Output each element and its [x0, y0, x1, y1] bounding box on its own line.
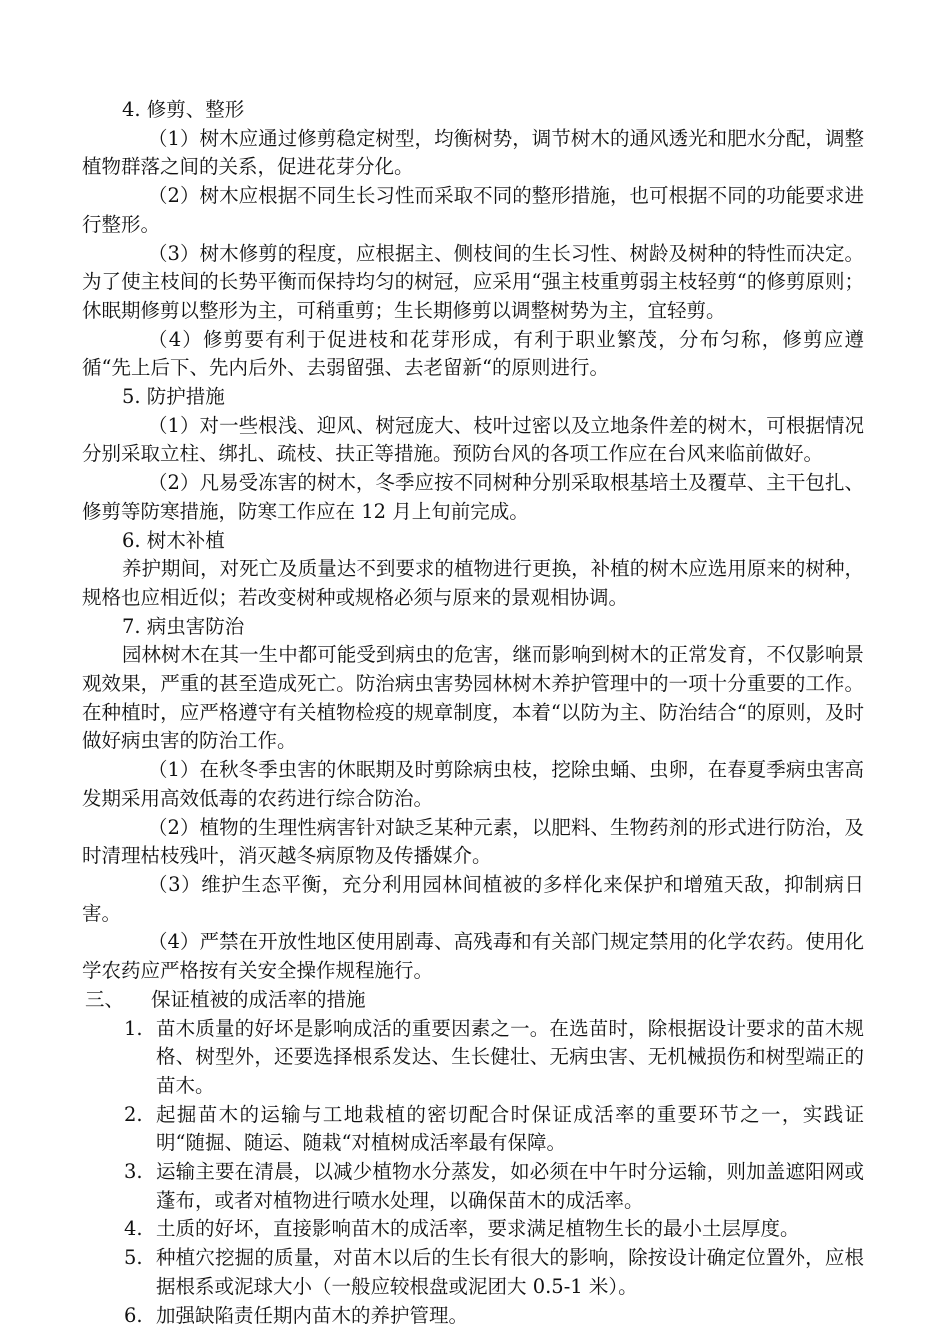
list-item-number: 3.: [124, 1160, 143, 1184]
list-item-number: 5.: [124, 1246, 143, 1270]
section-7-intro: 园林树木在其一生中都可能受到病虫的危害，继而影响到树木的正常发育，不仅影响景观效果，严重的甚至造成死亡。防治病虫害势园林树木养护管理中的一项十分重要的工作。在种植时，应严格遵守有关植物检疫的规章制度，本着“以防为主、防治结合“的原则，及时做好病虫害的防治工作。: [82, 643, 864, 753]
section-5-paragraph: （1）对一些根浅、迎风、树冠庞大、枝叶过密以及立地条件差的树木，可根据情况分别采取立柱、绑扎、疏枝、扶正等措施。预防台风的各项工作应在台风来临前做好。: [82, 413, 864, 466]
section-4-paragraph: （2）树木应根据不同生长习性而采取不同的整形措施，也可根据不同的功能要求进行整形。: [82, 184, 864, 236]
section-4-paragraph: （3）树木修剪的程度，应根据主、侧枝间的生长习性、树龄及树种的特性而决定。为了使主枝间的长势平衡而保持均匀的树冠，应采用“强主枝重剪弱主枝轻剪“的修剪原则；休眠期修剪以整形为主，可稍重剪；生长期修剪以调整树势为主，宜轻剪。: [82, 241, 864, 322]
list-item: [82, 1244, 864, 1301]
section-6-heading: 6. 树木补植: [122, 528, 225, 552]
section-7-heading: 7. 病虫害防治: [122, 614, 245, 638]
measures-list: [82, 1015, 864, 1331]
list-item: [82, 1101, 864, 1158]
list-item: [82, 1302, 864, 1331]
section-6-paragraph: 养护期间，对死亡及质量达不到要求的植物进行更换，补植的树木应选用原来的树种，规格也应相近似；若改变树种或规格必须与原来的景观相协调。: [82, 557, 864, 609]
section-7-paragraph: （2）植物的生理性病害针对缺乏某种元素，以肥料、生物药剂的形式进行防治，及时清理枯枝残叶，消灭越冬病原物及传播媒介。: [82, 815, 864, 868]
chapter-3-heading: [82, 986, 864, 1015]
list-item-text: 起掘苗木的运输与工地栽植的密切配合时保证成活率的重要环节之一，实践证明“随掘、随运、随栽“对植树成活率最有保障。: [156, 1102, 864, 1155]
section-7-paragraph: （4）严禁在开放性地区使用剧毒、高残毒和有关部门规定禁用的化学农药。使用化学农药应严格按有关安全操作规程施行。: [82, 930, 864, 983]
chapter-3-title: 保证植被的成活率的措施: [151, 987, 366, 1011]
section-4-paragraph: （4）修剪要有利于促进枝和花芽形成，有利于职业繁茂，分布匀称，修剪应遵循“先上后下、先内后外、去弱留强、去老留新“的原则进行。: [82, 327, 864, 380]
section-7-paragraph: （1）在秋冬季虫害的休眠期及时剪除病虫枝，挖除虫蛹、虫卵，在春夏季病虫害高发期采用高效低毒的农药进行综合防治。: [82, 758, 864, 810]
list-item-number: 4.: [124, 1217, 143, 1241]
list-item-number: 2.: [124, 1102, 143, 1126]
section-5-paragraph: （2）凡易受冻害的树木，冬季应按不同树种分别采取根基培土及覆草、主干包扎、修剪等防寒措施，防寒工作应在 12 月上旬前完成。: [82, 471, 864, 523]
list-item-text: 种植穴挖掘的质量，对苗木以后的生长有很大的影响，除按设计确定位置外，应根据根系或泥球大小（一般应较根盘或泥团大 0.5-1 米）。: [156, 1246, 864, 1298]
section-7-paragraph: （3）维护生态平衡，充分利用园林间植被的多样化来保护和增殖天敌，抑制病日害。: [82, 872, 864, 925]
list-item: [82, 1215, 864, 1244]
list-item-number: 1.: [124, 1016, 143, 1040]
list-item-text: 运输主要在清晨，以减少植物水分蒸发，如必须在中午时分运输，则加盖遮阳网或蓬布，或者对植物进行喷水处理，以确保苗木的成活率。: [156, 1160, 864, 1212]
section-4-heading: 4. 修剪、整形: [122, 98, 245, 121]
list-item-text: 土质的好坏，直接影响苗木的成活率，要求满足植物生长的最小土层厚度。: [156, 1217, 800, 1241]
section-5-heading: 5. 防护措施: [122, 385, 225, 409]
document-page: [82, 96, 864, 1330]
list-item-text: 苗木质量的好坏是影响成活的重要因素之一。在选苗时，除根据设计要求的苗木规格、树型外，还要选择根系发达、生长健壮、无病虫害、无机械损伤和树型端正的苗木。: [156, 1016, 864, 1097]
list-item-number: 6.: [124, 1303, 143, 1327]
section-4-paragraph: （1）树木应通过修剪稳定树型，均衡树势，调节树木的通风透光和肥水分配，调整植物群落之间的关系，促进花芽分化。: [82, 126, 864, 179]
list-item: [82, 1158, 864, 1215]
list-item: [82, 1015, 864, 1101]
list-item-text: 加强缺陷责任期内苗木的养护管理。: [156, 1303, 469, 1327]
chapter-3-number: 三、: [85, 987, 125, 1011]
